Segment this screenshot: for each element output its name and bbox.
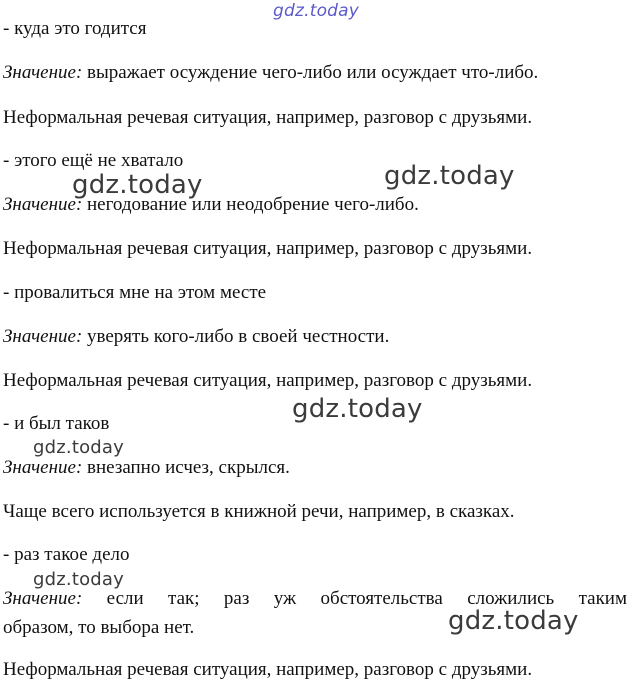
watermark: gdz.today [33, 437, 125, 458]
phrase-3: - провалиться мне на этом месте [3, 282, 267, 303]
phrase-5: - раз такое дело [3, 544, 130, 565]
watermark: gdz.today [384, 161, 515, 191]
usage-3: Неформальная речевая ситуация, например, разговор с друзьями. [3, 370, 533, 391]
watermark: gdz.today [72, 170, 203, 200]
watermark: gdz.today [33, 569, 125, 590]
watermark: gdz.today [448, 606, 579, 636]
phrase-2: - этого ещё не хватало [3, 150, 184, 171]
meaning-label: Значение: [3, 457, 83, 478]
meaning-label: Значение: [3, 62, 83, 83]
meaning-5-continued: образом, то выбора нет. [3, 617, 195, 638]
meaning-text: выражает осуждение чего-либо или осуждает что-либо. [82, 62, 539, 83]
meaning-4 [3, 457, 627, 479]
meaning-3 [3, 326, 627, 348]
meaning-text: негодование или неодобрение чего-либо. [82, 194, 419, 215]
meaning-text: если так; раз уж обстоятельства сложились таким [82, 588, 627, 609]
meaning-label: Значение: [3, 194, 83, 215]
usage-2: Неформальная речевая ситуация, например, разговор с друзьями. [3, 238, 533, 259]
phrase-1: - куда это годится [3, 18, 147, 39]
meaning-text: уверять кого-либо в своей честности. [82, 326, 390, 347]
meaning-1 [3, 62, 627, 84]
watermark-top: gdz.today [273, 1, 360, 21]
meaning-label: Значение: [3, 326, 83, 347]
watermark: gdz.today [292, 394, 423, 424]
meaning-label: Значение: [3, 588, 83, 609]
usage-4: Чаще всего используется в книжной речи, например, в сказках. [3, 501, 515, 522]
usage-1: Неформальная речевая ситуация, например, разговор с друзьями. [3, 107, 533, 128]
phrase-4: - и был таков [3, 413, 110, 434]
usage-5: Неформальная речевая ситуация, например, разговор с друзьями. [3, 659, 533, 680]
meaning-text: внезапно исчез, скрылся. [82, 457, 290, 478]
